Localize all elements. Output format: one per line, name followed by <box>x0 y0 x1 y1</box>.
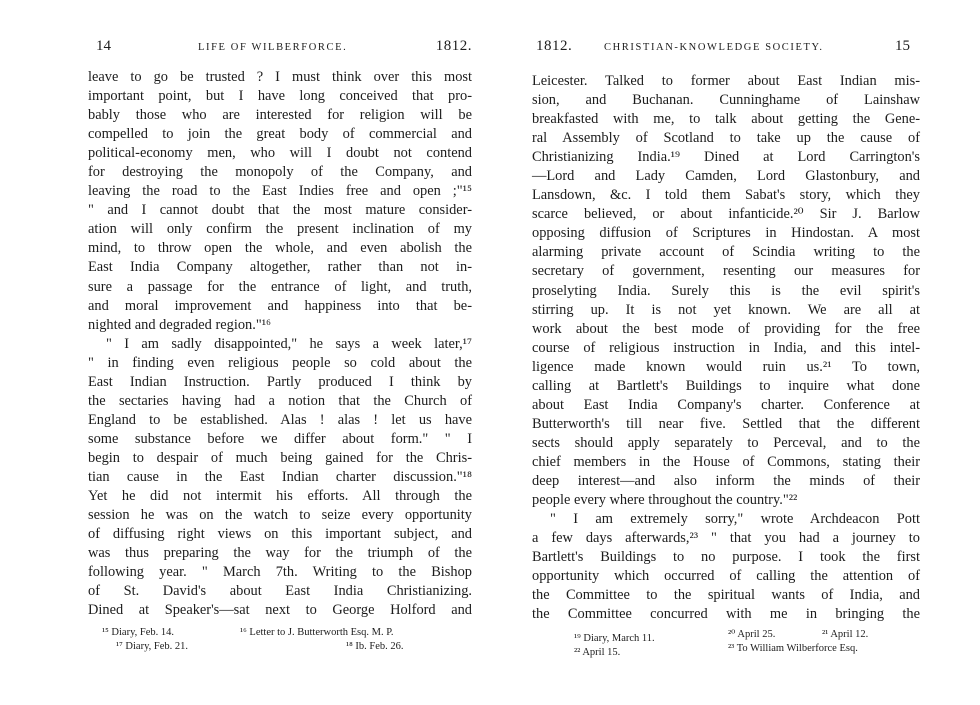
text-line: opposing diffusion of Scriptures in Hindostan. A most <box>532 225 920 242</box>
text-line: compelled to join the great body of commercial and <box>88 126 472 143</box>
footnote: ¹⁷ Diary, Feb. 21. <box>116 641 189 652</box>
text-line: " I am sadly disappointed," he says a week later,¹⁷ <box>106 335 472 352</box>
left-running-head: LIFE OF WILBERFORCE. <box>198 42 348 53</box>
text-line: England to be established. Alas ! alas ! let us have <box>88 411 472 428</box>
text-line: political-economy men, who will I doubt not contend <box>88 145 472 162</box>
text-line: Bartlett's Buildings to no purpose. I took the first <box>532 549 920 566</box>
text-line: Dined at Speaker's—sat next to George Holford and <box>88 602 472 619</box>
text-line: secretary of government, resenting our measures for <box>532 263 920 280</box>
text-line: leave to go be trusted ? I must think over this most <box>88 69 472 85</box>
footnote: ²¹ April 12. <box>822 629 869 640</box>
text-line: stirring up. It is not yet known. We are all at <box>532 301 920 318</box>
text-line: course of religious instruction in India, and this intel- <box>532 339 920 356</box>
text-line: the Committee concurred with me in bringing the <box>532 606 920 623</box>
text-line: " in finding even religious people so cold about the <box>88 354 472 371</box>
right-page-header <box>532 38 920 60</box>
text-line: session he was on the watch to seize every opportunity <box>88 507 472 524</box>
text-line: Butterworth's till near five. Settled that the different <box>532 415 920 432</box>
text-line: the Committee to the spiritual wants of India, and <box>532 587 920 604</box>
footnote: ¹⁸ Ib. Feb. 26. <box>346 641 404 652</box>
text-line: for destroying the monopoly of the Company, and <box>88 164 472 181</box>
text-line: some substance before we differ about form." " I <box>88 430 472 447</box>
text-line: proselyting India. Surely this is the evil spirit's <box>532 282 920 299</box>
text-line: scarce believed, or about infanticide.²⁰ Sir J. Barlow <box>532 206 920 223</box>
text-line: was thus preparing the way for the triumph of the <box>88 545 472 562</box>
text-line: opportunity which occurred of calling the attention of <box>532 568 920 585</box>
footnote: ¹⁵ Diary, Feb. 14. <box>102 627 175 638</box>
text-line: leaving the road to the East Indies free and open ;"¹⁵ <box>88 183 472 200</box>
text-line: begin to despair of much being gained for the Chris- <box>88 449 472 466</box>
text-line: —Lord and Lady Camden, Lord Glastonbury, and <box>532 168 920 185</box>
text-line: chief members in the House of Commons, stating their <box>532 453 920 470</box>
text-line: sects should apply separately to Perceval, and to the <box>532 434 920 451</box>
text-line: ligence made known would ruin us.²¹ To town, <box>532 358 920 375</box>
text-line: of diffusing right views on this important subject, and <box>88 526 472 543</box>
text-line: mind, to throw open the whole, and even abolish the <box>88 240 472 257</box>
text-line: " I am extremely sorry," wrote Archdeacon Pott <box>550 511 920 528</box>
text-line: about East India Company's charter. Conference at <box>532 396 920 413</box>
text-line: sure a passage for the entrance of light, and truth, <box>88 278 472 295</box>
footnote: ²⁰ April 25. <box>728 629 776 640</box>
text-line: a few days afterwards,²³ " that you had a journey to <box>532 530 920 547</box>
text-line: Yet he did not intermit his efforts. All through the <box>88 488 472 505</box>
right-running-head: CHRISTIAN-KNOWLEDGE SOCIETY. <box>604 42 824 53</box>
text-line: following year. " March 7th. Writing to the Bishop <box>88 564 472 581</box>
text-line: East Indian Instruction. Partly produced I think by <box>88 373 472 390</box>
text-line: deep interest—and also inform the minds of their <box>532 472 920 489</box>
left-page-number: 14 <box>96 38 111 54</box>
left-page-year: 1812. <box>435 38 472 54</box>
text-line: the sectaries having had a notion that the Church of <box>88 392 472 409</box>
text-line: work about the best mode of providing for the free <box>532 320 920 337</box>
text-line: important point, but I have long conceived that pro- <box>88 88 472 105</box>
text-line: Lansdown, &c. I told them Sabat's story, which they <box>532 187 920 204</box>
left-page <box>88 0 472 705</box>
text-line: nighted and degraded region."¹⁶ <box>88 316 272 333</box>
text-line: sion, and Buchanan. Cunninghame of Lainshaw <box>532 92 920 109</box>
left-page-body <box>88 68 472 620</box>
footnote: ¹⁶ Letter to J. Butterworth Esq. M. P. <box>240 627 394 638</box>
right-page-number: 15 <box>895 38 910 54</box>
text-line: Leicester. Talked to former about East Indian mis- <box>532 73 920 89</box>
text-line: of St. David's about East India Christianizing. <box>88 583 472 600</box>
text-line: calling at Bartlett's Buildings to inquire what done <box>532 377 920 394</box>
text-line: people every where throughout the country."²² <box>532 492 798 509</box>
text-line: breakfasted with me, to talk about getting the Gene- <box>532 111 920 128</box>
text-line: ral Assembly of Scotland to take up the cause of <box>532 130 920 147</box>
text-line: ation will only confirm the present inclination of my <box>88 221 472 238</box>
text-line: tian cause in the East Indian charter discussion."¹⁸ <box>88 468 472 485</box>
left-page-header <box>88 38 472 60</box>
text-line: Christianizing India.¹⁹ Dined at Lord Carrington's <box>532 149 920 166</box>
right-page <box>532 0 920 705</box>
text-line: alarming private account of Scindia writing to the <box>532 244 920 261</box>
footnote: ²² April 15. <box>574 647 621 658</box>
text-line: and moral improvement and happiness into that be- <box>88 297 472 314</box>
right-page-body <box>532 72 920 624</box>
text-line: East India Company altogether, rather than not in- <box>88 259 472 276</box>
right-page-year: 1812. <box>536 38 573 54</box>
text-line: " and I cannot doubt that the most mature consider- <box>88 202 472 219</box>
footnote: ¹⁹ Diary, March 11. <box>574 633 655 644</box>
footnote: ²³ To William Wilberforce Esq. <box>728 643 858 654</box>
text-line: bably those who are interested for religion will be <box>88 107 472 124</box>
